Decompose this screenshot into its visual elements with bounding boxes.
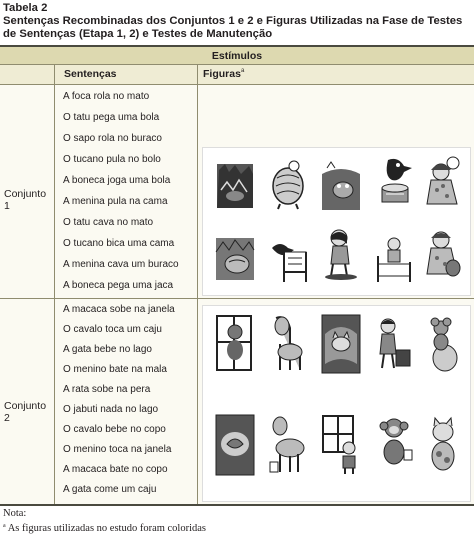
sentence-item: A gata come um caju (63, 484, 157, 495)
seal-in-bushes-figure (215, 160, 255, 212)
note-text: As figuras utilizadas no estudo foram coloridas (7, 523, 207, 534)
toucan-pecking-bed-figure (268, 234, 308, 286)
sentence-item: A gata bebe no lago (63, 344, 152, 355)
boy-with-suitcase-figure (374, 314, 414, 374)
sentence-item: A menina cava um buraco (63, 259, 179, 270)
sentence-item: O cavalo toca um caju (63, 324, 162, 335)
figures-panel-conjunto-1 (202, 147, 471, 296)
girl-on-bed-figure (374, 234, 414, 286)
header-figures-label: Figuras (203, 68, 241, 80)
column-divider-2 (197, 65, 198, 506)
sentence-item: O tucano pula no bolo (63, 154, 161, 165)
figures-panel-conjunto-2 (202, 305, 471, 502)
table-bottom-rule (0, 504, 474, 506)
column-divider-1 (54, 65, 55, 506)
table-note (3, 507, 206, 535)
boy-at-window-figure (321, 414, 361, 476)
sentence-item: A boneca pega uma jaca (63, 280, 174, 291)
sentence-item: O jabuti nada no lago (63, 404, 159, 415)
sentence-item: A menina pula na cama (63, 196, 168, 207)
sentence-item: A boneca joga uma bola (63, 175, 171, 186)
toucan-on-cake-figure (374, 156, 414, 208)
note-label: Nota: (3, 508, 27, 519)
group-conjunto-2 (0, 299, 474, 504)
note-line (3, 520, 206, 535)
table-caption (3, 2, 471, 40)
horse-with-cashew-figure (268, 314, 308, 374)
header-columns-row (0, 65, 474, 85)
header-stimuli: Estímulos (0, 45, 474, 65)
note-marker: a (3, 523, 6, 529)
rat-on-pear-figure (423, 314, 463, 374)
monkey-on-window-figure (215, 314, 255, 374)
header-figures (203, 68, 244, 80)
header-figures-note-marker: a (240, 68, 245, 74)
doll-with-jackfruit-figure (423, 228, 463, 280)
sentence-item: O menino toca na janela (63, 444, 172, 455)
group-label: Conjunto 2 (4, 400, 47, 424)
sentence-item: A rata sobe na pera (63, 384, 151, 395)
sentence-item: O tatu pega uma bola (63, 112, 160, 123)
monkey-with-cup-figure (374, 414, 414, 476)
sentence-item: O cavalo bebe no copo (63, 424, 166, 435)
sentence-item: O sapo rola no buraco (63, 133, 162, 144)
sentence-item: A macaca bate no copo (63, 464, 168, 475)
sentence-item: A foca rola no mato (63, 91, 150, 102)
sentence-item: O tatu cava no mato (63, 217, 154, 228)
sentence-item: O menino bate na mala (63, 364, 167, 375)
header-sentences: Sentenças (64, 68, 117, 80)
sentence-item: A macaca sobe na janela (63, 304, 175, 315)
doll-with-ball-figure (423, 156, 463, 208)
cat-at-lake-figure (321, 314, 361, 374)
armadillo-with-ball-figure (268, 158, 308, 210)
stimuli-table (0, 45, 474, 506)
group-conjunto-1 (0, 85, 474, 299)
table-number: Tabela 2 (3, 2, 48, 14)
frog-in-hole-figure (321, 160, 361, 212)
turtle-in-lake-figure (215, 414, 255, 476)
group-label: Conjunto 1 (4, 188, 47, 212)
horse-with-cup-figure (268, 414, 308, 476)
sentence-item: O tucano bica uma cama (63, 238, 175, 249)
table-title: Sentenças Recombinadas dos Conjuntos 1 e 2 e Figuras Utilizadas na Fase de Testes de Sentenças (Etapa 1, 2) e Testes de Manutenção (3, 15, 463, 40)
cat-with-cashew-figure (423, 414, 463, 476)
armadillo-digging-figure (215, 232, 255, 284)
girl-digging-figure (321, 228, 361, 280)
